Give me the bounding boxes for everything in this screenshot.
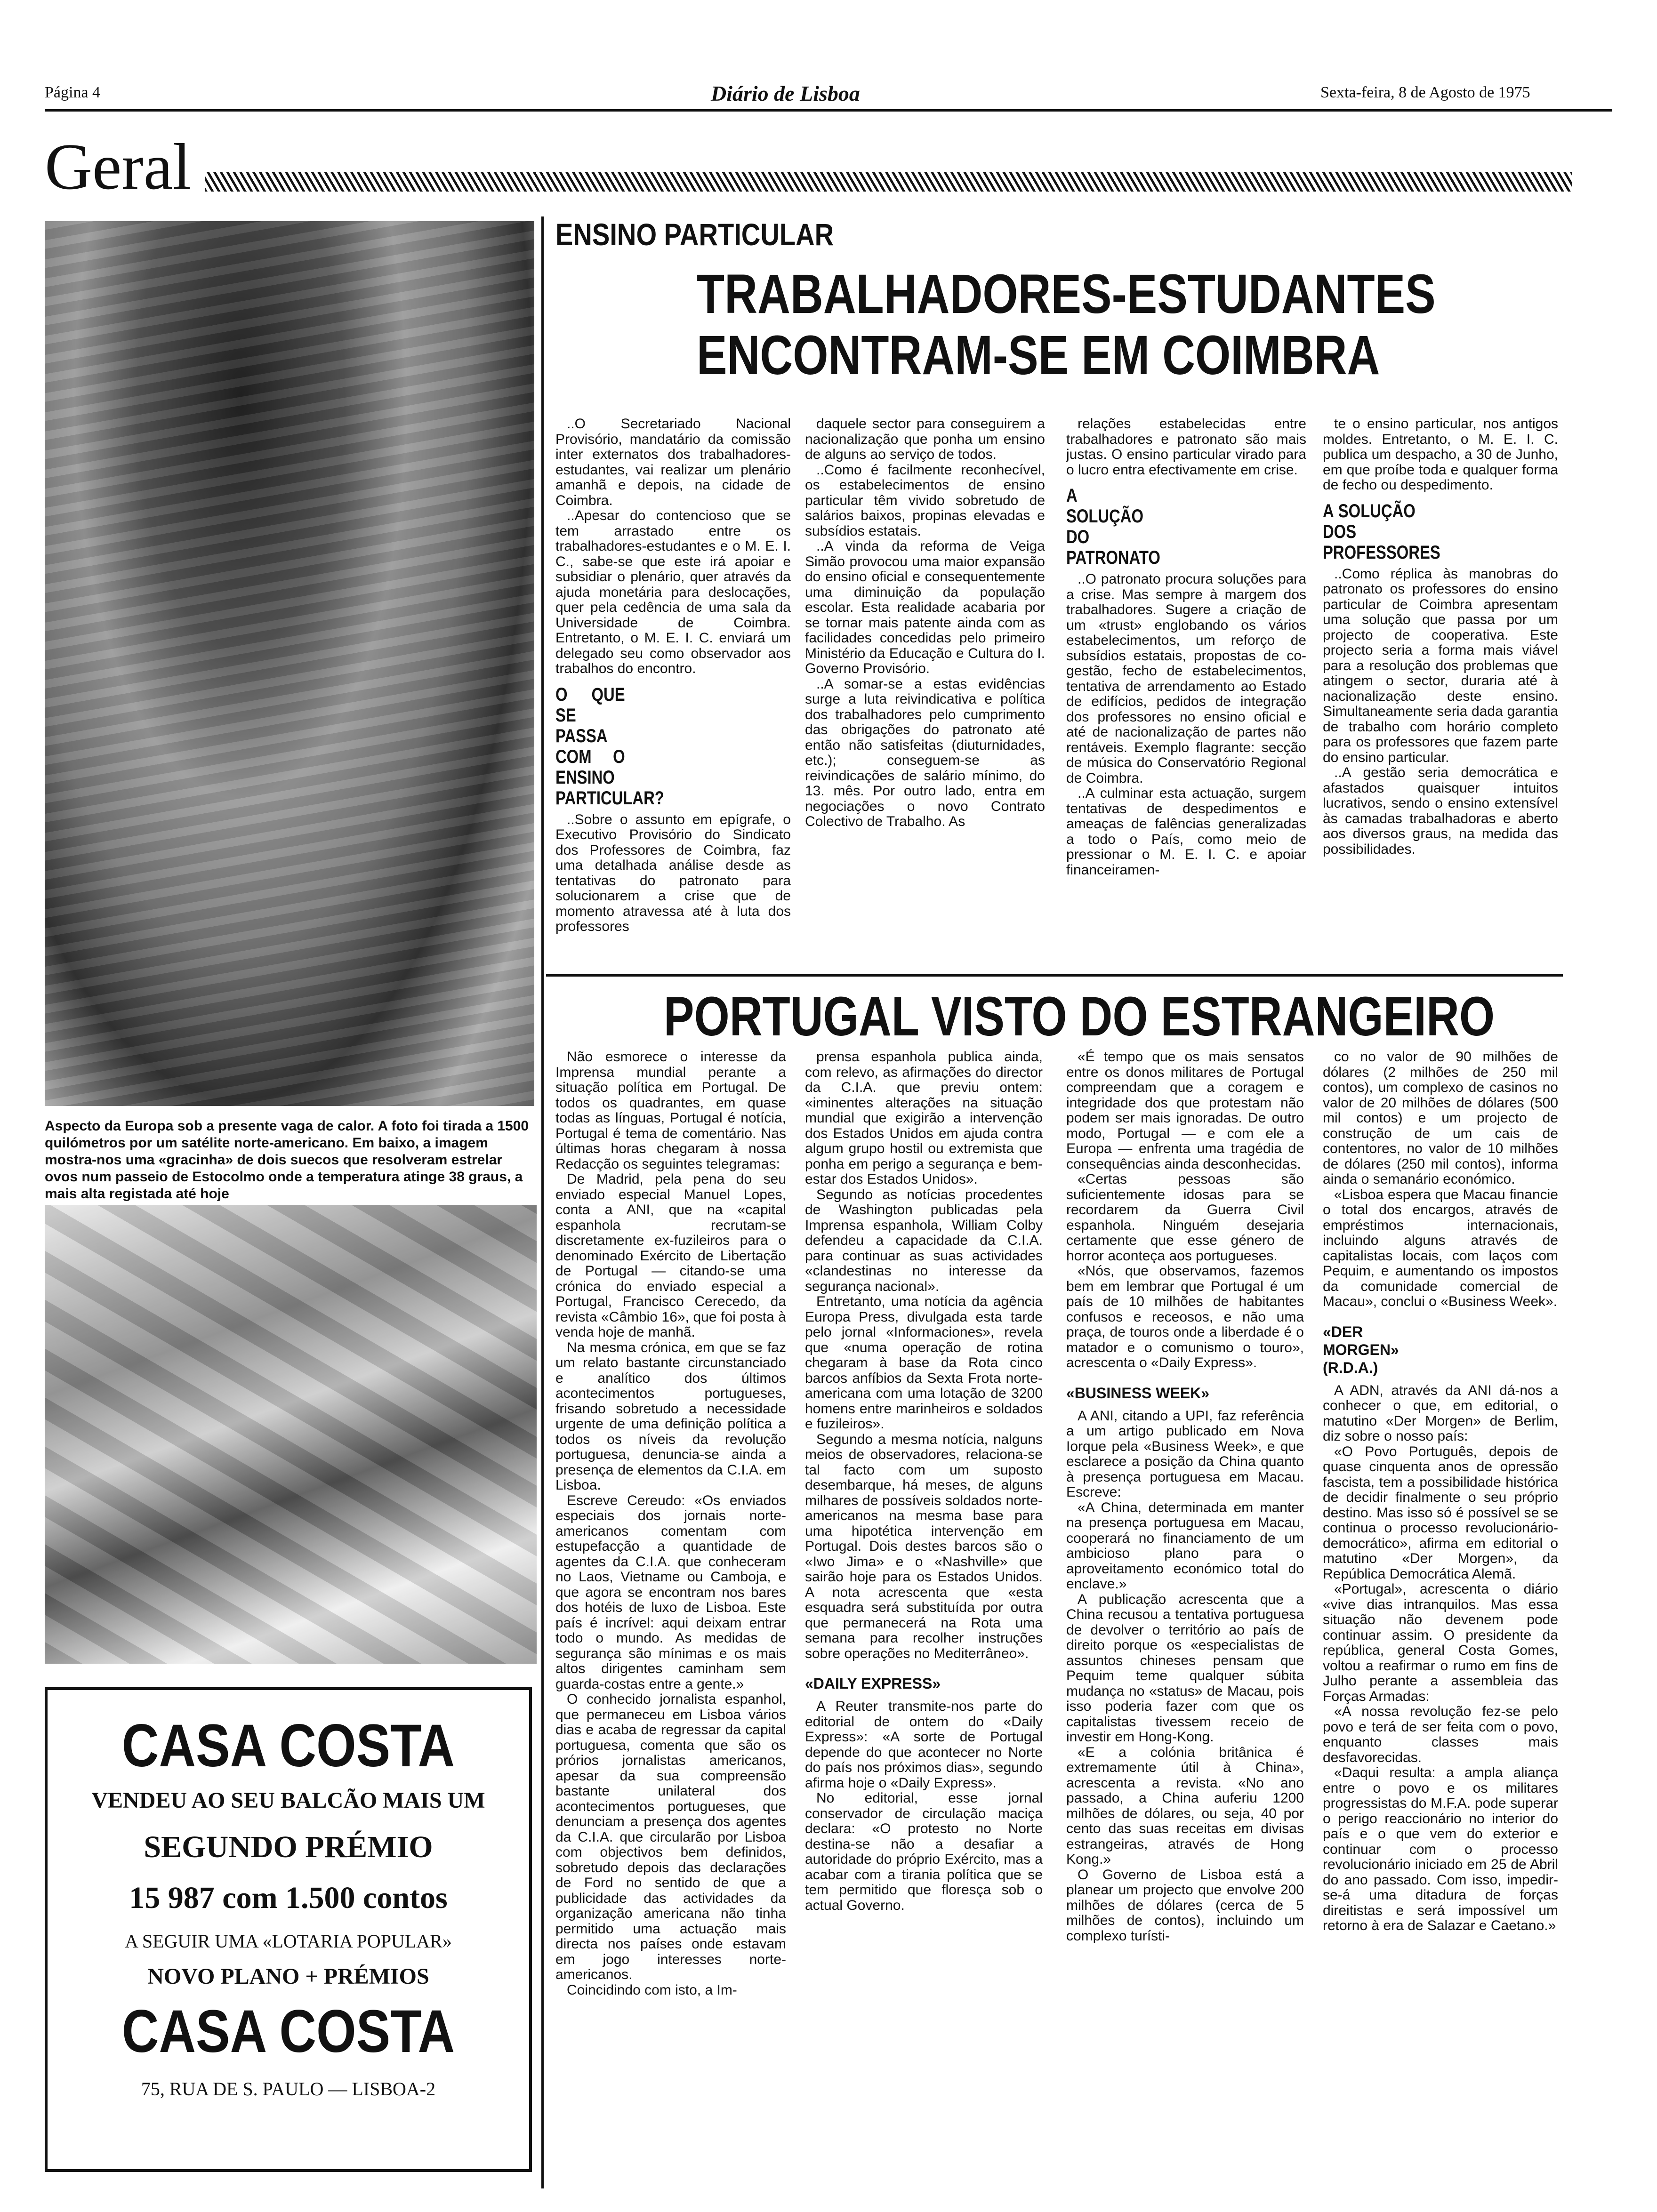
subheading: A SOLUÇÃO DOS PROFESSORES bbox=[1323, 500, 1440, 563]
ad-address: 75, RUA DE S. PAULO — LISBOA-2 bbox=[141, 2078, 436, 2100]
paragraph: Não esmorece o interesse da Imprensa mundial perante a situação política em Portugal. De todos os quadrantes, em quase todas as línguas, Portugal é notícia, Portugal é tema de comentário. Nas últimas horas chegaram à nossa Redacção os seguintes telegramas: De Madrid, pela pena do seu enviado especial Manuel Lopes, conta a ANI, que na «capital espanhola recrutam-se discretamente ex-fuzileiros para o denominado Exército de Libertação de Portugal — citando-se uma crónica do enviado especial a Portugal, Francisco Cerecedo, da revista «Câmbio 16», que foi posta à venda hoje de manhã. Na mesma crónica, em que se faz um relato bastante circunstanciado e analítico dos últimos acontecimentos portugueses, frisando sobretudo a necessidade urgente de uma definição política a todos os níveis da revolução portuguesa, denuncia-se ainda a presença de elementos da C.I.A. em Lisboa. Escreve Cereudo: «Os enviados especiais dos jornais norte-americanos comentam com estupefacção a quantidade de agentes da C.I.A. que conheceram no Laos, Vietname ou Camboja, e que agora se encontram nos bares dos hotéis de luxo de Lisboa. Este país é incrível: aqui deixam entrar todo o mundo. As medidas de segurança são mínimas e os mais altos dirigentes caminham sem guarda-costas entre a gente.» O conhecido jornalista espanhol, que permaneceu em Lisboa vários dias e acaba de regressar da capital portuguesa, comenta que são os prórios jornalistas americanos, apesar da sua compreensão bastante unilateral dos acontecimentos portugueses, que denunciam a presença dos agentes da C.I.A. que circularão por Lisboa com objectivos bem definidos, sobretudo depois das declarações de Ford no sentido de que a publicidade das actividades da organização americana não tinha permitido uma actuação mais directa nos países onde estavam em jogo interesses norte-americanos. Coincidindo com isto, a Im- bbox=[555, 1049, 786, 1998]
paragraph: daquele sector para conseguirem a nacionalização que ponha um ensino de alguns ao serviço de todos. ..Como é facilmente reconhecível, os estabelecimentos de ensino particular têm vivido sobretudo de salários baixos, propinas elevadas e subsídios estatais. ..A vinda da reforma de Veiga Simão provocou uma maior expansão do ensino oficial e consequentemente uma diminuição da população escolar. Esta realidade acabaria por se tornar mais patente ainda com as facilidades concedidas pelo primeiro Ministério da Educação e Cultura do I. Governo Provisório. ..A somar-se a estas evidências surge a luta reivindicativa e política dos trabalhadores pelo cumprimento das obrigações do patronato até então não satisfeitas (diuturnidades, etc.); conseguem-se as reivindicações de salário mínimo, do 13. mês. Por outro lado, entra em negociações o novo Contrato Colectivo de Trabalho. As bbox=[805, 416, 1045, 829]
article-column bbox=[805, 1050, 1043, 1914]
paragraph: ..O Secretariado Nacional Provisório, mandatário da comissão inter externatos dos trabalhadores-estudantes, vai realizar um plenário amanhã e depois, na cidade de Coimbra. ..Apesar do contencioso que se tem arrastado entre os trabalhadores-estudantes e o M. E. I. C., sabe-se que este irá apoiar e subsidiar o plenário, quer através da ajuda monetária para deslocações, quer pela cedência de uma sala da Universidade de Coimbra. Entretanto, o M. E. I. C. enviará um delegado seu como observador aos trabalhos do encontro. bbox=[555, 416, 791, 676]
paragraph: A Reuter transmite-nos parte do editorial de ontem do «Daily Express»: «A sorte de Portugal depende do que acontecer no Norte do país nos próximos dias», segundo afirma hoje o «Daily Express». No editorial, esse jornal conservador de circulação maciça declara: «O protesto no Norte destina-se não a desafiar a autoridade do próprio Exército, mas a acabar com a tirania política que se tem permitido que floresça sob o actual Governo. bbox=[805, 1699, 1043, 1913]
ad-line: NOVO PLANO + PRÉMIOS bbox=[147, 1964, 429, 1989]
subheading: «BUSINESS WEEK» bbox=[1066, 1384, 1210, 1402]
paragraph: A ADN, através da ANI dá-nos a conhecer o que, em editorial, o matutino «Der Morgen» de Berlim, diz sobre o nosso país: «O Povo Português, depois de quase cinquenta anos de opressão fascista, tem a possibilidade histórica de decidir finalmente o seu próprio destino. Mas isso só é possível se se continua o processo revolucionário-democrático», afirma em editorial o matutino «Der Morgen», da República Democrática Alemã. «Portugal», acrescenta o diário «vive dias intranquilos. Mas essa situação não devenem pode continuar assim. O presidente da república, general Costa Gomes, voltou a reafirmar o rumo em fins de Julho perante a assembleia das Forças Armadas: «A nossa revolução fez-se pelo povo e terá de ser feita com o povo, enquanto classes mais desfavorecidas. «Daqui resulta: a ampla aliança entre o povo e os militares progressistas do M.F.A. pode superar o perigo reaccionário no interior do país e o que vem do exterior e continuar com o processo revolucionário iniciado em 25 de Abril do ano passado. Com isso, impedir-se-á uma ditadura de forças direitistas e será impossível um retorno à era de Salazar e Caetano.» bbox=[1323, 1382, 1558, 1933]
paragraph: co no valor de 90 milhões de dólares (2 milhões de 250 mil contos), um complexo de casinos no valor de 20 milhões de dólares (500 mil contos) e um projecto de construção de um cais de contentores, no valor de 10 milhões de dólares (250 mil contos), informa ainda o semanário económico. «Lisboa espera que Macau financie o total dos encargos, através de empréstimos internacionais, incluindo alguns através de capitalistas locais, com laços com Pequim, e aumentando os impostos da comunidade comercial de Macau», conclui o «Business Week». bbox=[1323, 1049, 1558, 1309]
paragraph: A ANI, citando a UPI, faz referência a um artigo publicado em Nova Iorque pela «Business Week», e que esclarece a posição da China quanto à presença portuguesa em Macau. Escreve: «A China, determinada em manter na presença portuguesa em Macau, cooperará no financiamento de um ambicioso plano para o aproveitamento económico total do enclave.» A publicação acrescenta que a China recusou a tentativa portuguesa de devolver o território ao país de direito porque os «especialistas de assuntos chineses pensam que Pequim teme qualquer súbita mudança no «status» de Macau, pois isso poderia fazer com que os capitalistas tivessem receio de investir em Hong-Kong. «E a colónia britânica é extremamente útil à China», acrescenta a revista. «No ano passado, a China auferiu 1200 milhões de dólares, ou seja, 40 por cento das suas receitas em divisas estrangeiras, através de Hong Kong.» O Governo de Lisboa está a planear um projecto que envolve 200 milhões de dólares (cerca de 5 milhões de contos), incluindo um complexo turísti- bbox=[1066, 1408, 1304, 1944]
paragraph: te o ensino particular, nos antigos moldes. Entretanto, o M. E. I. C. publica um despacho, a 30 de Junho, em que proíbe toda e qualquer forma de fecho ou despedimento. bbox=[1323, 416, 1558, 493]
article-headline: TRABALHADORES-ESTUDANTES bbox=[697, 263, 1436, 325]
eggs-photo bbox=[45, 1205, 537, 1664]
subheading: «DER MORGEN» (R.D.A.) bbox=[1323, 1323, 1399, 1376]
newspaper-name: Diário de Lisboa bbox=[711, 81, 860, 105]
subheading: A SOLUÇÃO DO PATRONATO bbox=[1066, 485, 1160, 568]
section-title: Geral bbox=[45, 130, 191, 203]
ad-line: SEGUNDO PRÉMIO bbox=[144, 1830, 433, 1864]
article-column bbox=[555, 417, 791, 936]
ad-line: A SEGUIR UMA «LOTARIA POPULAR» bbox=[125, 1931, 452, 1952]
column-divider bbox=[541, 216, 544, 2188]
article-kicker: ENSINO PARTICULAR bbox=[555, 217, 834, 252]
paragraph: relações estabelecidas entre trabalhadores e patronato são mais justas. O ensino particular virado para o lucro entra efectivamente em crise. bbox=[1066, 416, 1306, 478]
paragraph: prensa espanhola publica ainda, com relevo, as afirmações do director da C.I.A. que previu ontem: «iminentes alterações na situação mundial que exigirão a intervenção dos Estados Unidos em ajuda contra algum grupo hostil ou extremista que ponha em perigo a segurança e bem-estar dos Estados Unidos». Segundo as notícias procedentes de Washington publicadas pela Imprensa espanhola, William Colby defendeu a capacidade da C.I.A. para continuar as suas actividades «clandestinas no interesse da segurança nacional». Entretanto, uma notícia da agência Europa Press, divulgada esta tarde pelo jornal «Informaciones», revela que «numa operação de rotina chegaram à base da Rota cinco barcos anfíbios da Sexta Frota norte-americana com uma lotação de 3200 homens entre marinheiros e soldados e fuzileiros». Segundo a mesma notícia, nalguns meios de observadores, relaciona-se tal facto com um suposto desembarque, há meses, de alguns milhares de possíveis soldados norte-americanos na mesma base para uma hipotética intervenção em Portugal. Dois destes barcos são o «Iwo Jima» e o «Nashville» que sairão hoje para os Estados Unidos. A nota acrescenta que «esta esquadra será substituída por outra que permanecerá na Rota uma semana para recolher instruções sobre operações no Mediterrâneo». bbox=[805, 1049, 1043, 1661]
subheading: «DAILY EXPRESS» bbox=[805, 1675, 941, 1692]
subheading: O QUE SE PASSA COM O ENSINO PARTICULAR? bbox=[555, 684, 664, 809]
ad-line: 15 987 com 1.500 contos bbox=[129, 1881, 448, 1915]
ad-name: CASA COSTA bbox=[121, 1998, 455, 2065]
paragraph: ..Sobre o assunto em epígrafe, o Executivo Provisório do Sindicato dos Professores de Coimbra, faz uma detalhada análise desde as tentativas do patronato para solucionarem a crise que de momento atravessa até à luta dos professores bbox=[555, 811, 791, 934]
ad-line: VENDEU AO SEU BALCÃO MAIS UM bbox=[91, 1788, 485, 1813]
article-column bbox=[1323, 1050, 1558, 1935]
header-rule bbox=[45, 109, 1612, 112]
article-headline: PORTUGAL VISTO DO ESTRANGEIRO bbox=[664, 986, 1495, 1048]
article-column bbox=[555, 1050, 786, 1999]
casa-costa-ad bbox=[45, 1687, 532, 2172]
ad-name: CASA COSTA bbox=[121, 1712, 455, 1779]
article-divider bbox=[546, 974, 1563, 977]
paragraph: «É tempo que os mais sensatos entre os donos militares de Portugal compreendam que a coragem e integridade dos que protestam não podem ser mais ignoradas. De outro modo, Portugal — e com ele a Europa — enfrenta uma tragédia de consequências ainda desconhecidas. «Certas pessoas são suficientemente idosas para se recordarem da Guerra Civil espanhola. Ninguém desejaria certamente que esse género de horror aconteça aos portugueses. «Nós, que observamos, fazemos bem em lembrar que Portugal é um país de 10 milhões de habitantes confusos e receosos, e não uma praça, de touros onde a liberdade é o matador e o comunismo o touro», acrescenta o «Daily Express». bbox=[1066, 1049, 1304, 1370]
paragraph: ..O patronato procura soluções para a crise. Mas sempre à margem dos trabalhadores. Sugere a criação de um «trust» englobando os vários estabelecimentos, um reforço de subsídios estatais, propostas de co-gestão, fecho de estabelecimentos, tentativa de arrendamento ao Estado de edifícios, pedidos de integração dos professores no ensino oficial e até de nacionalização de partes não rentáveis. Exemplo flagrante: secção de música do Conservatório Regional de Coimbra. ..A culminar esta actuação, surgem tentativas de despedimentos e ameaças de falências generalizadas a todo o País, como meio de pressionar o M. E. I. C. e apoiar financeiramen- bbox=[1066, 571, 1306, 878]
issue-date: Sexta-feira, 8 de Agosto de 1975 bbox=[1320, 84, 1530, 101]
article-column bbox=[1323, 417, 1558, 858]
page-number: Página 4 bbox=[45, 84, 101, 101]
paragraph: ..Como réplica às manobras do patronato os professores do ensino particular de Coimbra apresentam uma solução que passa por um projecto de cooperativa. Este projecto seria a forma mais viável para a resolução dos problemas que atingem o sector, duraria até à nacionalização deste ensino. Simultaneamente seria dada garantia de trabalho com horário completo para os professores que fazem parte do ensino particular. ..A gestão seria democrática e afastados quaisquer intuitos lucrativos, sendo o ensino extensível às camadas trabalhadoras e aberto aos diversos graus, na medida das possibilidades. bbox=[1323, 566, 1558, 857]
article-column bbox=[1066, 417, 1306, 879]
article-column bbox=[1066, 1050, 1304, 1945]
article-headline: ENCONTRAM-SE EM COIMBRA bbox=[697, 324, 1380, 386]
section-hatch-rule bbox=[205, 172, 1572, 192]
satellite-photo bbox=[45, 221, 534, 1106]
article-column bbox=[805, 417, 1045, 831]
photo-caption: Aspecto da Europa sob a presente vaga de calor. A foto foi tirada a 1500 quilómetros por um satélite norte-americano. Em baixo, a imagem mostra-nos uma «gracinha» de dois suecos que resolveram estrelar ovos num passeio de Estocolmo onde a temperatura atinge 38 graus, a mais alta registada até hoje bbox=[45, 1118, 529, 1202]
